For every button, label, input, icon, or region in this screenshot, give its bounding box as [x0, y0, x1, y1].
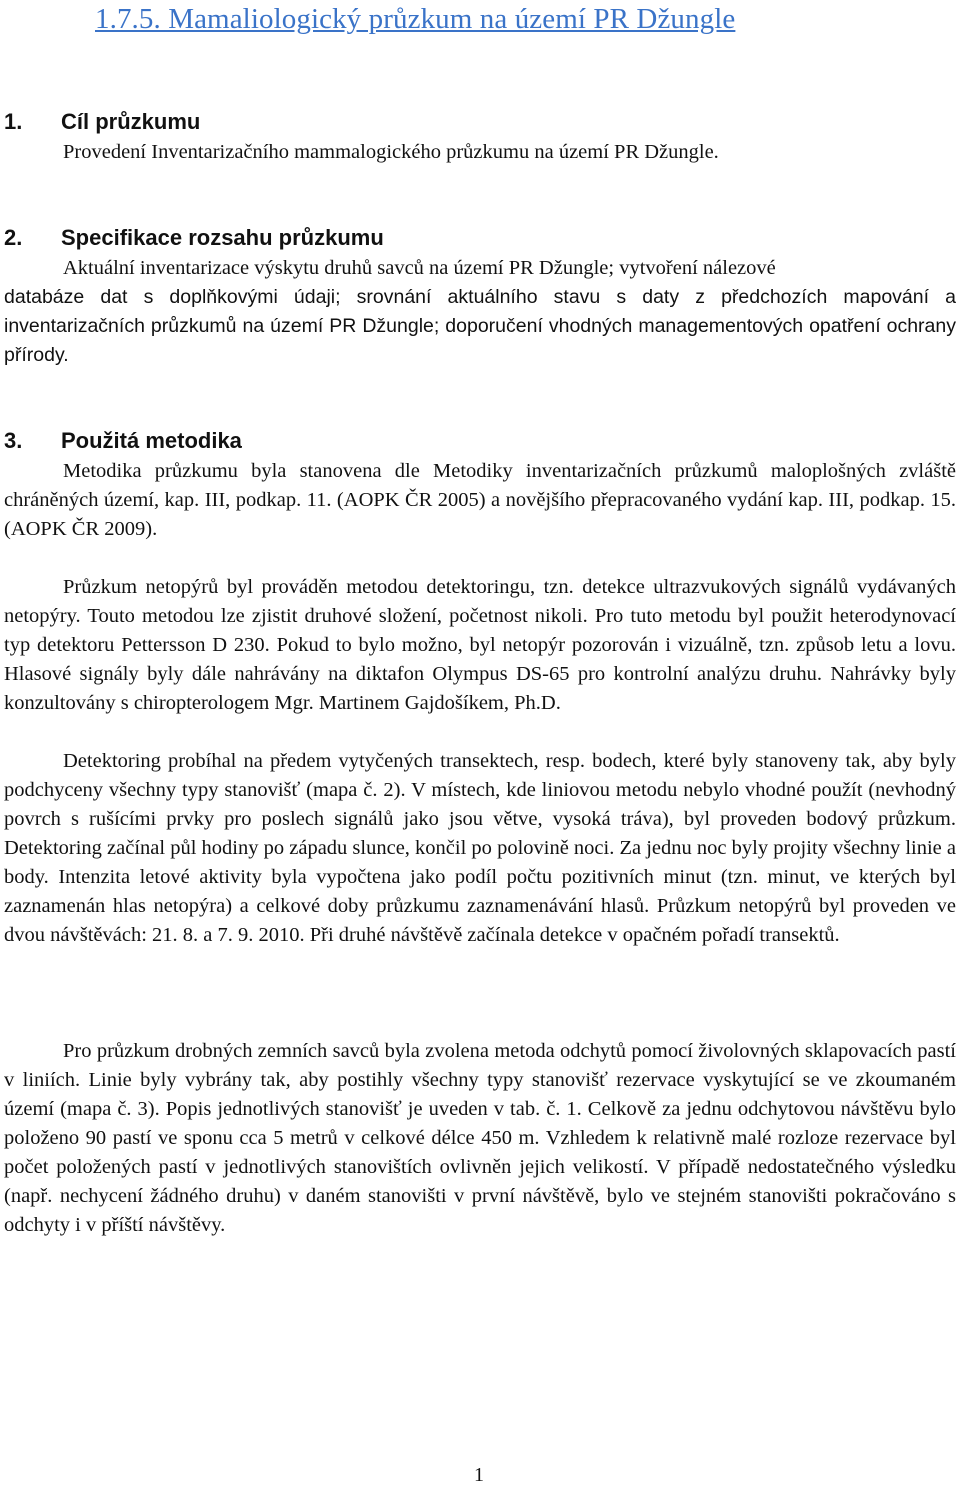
section-number: 1.: [4, 109, 23, 134]
section-title: Specifikace rozsahu průzkumu: [61, 225, 384, 250]
document-title: 1.7.5. Mamaliologický průzkum na území PR Džungle: [95, 3, 736, 35]
section-number: 3.: [4, 428, 23, 453]
bat-survey-paragraph: Průzkum netopýrů byl prováděn metodou detektoringu, tzn. detekce ultrazvukových signálů vydávaných netopýry. Touto metodou lze zjistit druhové složení, početnost nikoli. Pro tuto metodu byl použit heterodynovací typ detektoru Pettersson D 230. Pokud to bylo možno, byl netopýr pozorován i vizuálně, tzn. způsob letu a lovu. Hlasové signály byly dále nahrávány na diktafon Olympus DS-65 pro kontrolní analýzu druhu. Nahrávky byly konzultovány s chiropterologem Mgr. Martinem Gajdošíkem, Ph.D.: [4, 576, 956, 714]
page-number: 1: [474, 1464, 484, 1486]
section-title: Použitá metodika: [61, 428, 242, 453]
methodology-paragraph: Metodika průzkumu byla stanovena dle Metodiky inventarizačních průzkumů maloplošných zvláště chráněných území, kap. III, podkap. 11. (AOPK ČR 2005) a novějšího přepracovaného vydání kap. III, podkap. 15. (AOPK ČR 2009).: [4, 460, 956, 540]
small-mammals-paragraph: Pro průzkum drobných zemních savců byla zvolena metoda odchytů pomocí živolovných sklapovacích pastí v liniích. Linie byly vybrány tak, aby postihly všechny typy stanovišť rezervace vyskytující se ve zkoumaném území (mapa č. 3). Popis jednotlivých stanovišť je uveden v tab. č. 1. Celkově za jednu odchytovou návštěvu bylo položeno 90 pastí ve sponu cca 5 metrů v celkové délce 450 m. Vzhledem k relativně malé rozloze rezervace byl počet položených pastí v jednotlivých stanovištích ovlivněn jejich velikostí. V případě nedostatečného výsledku (např. nechycení žádného druhu) v daném stanovišti v první návštěvě, bylo ve stejném stanovišti pokračováno s odchyty i v příští návštěvy.: [4, 1040, 956, 1236]
detectoring-paragraph: Detektoring probíhal na předem vytyčených transektech, resp. bodech, které byly stanoveny tak, aby byly podchyceny všechny typy stanovišť (mapa č. 2). V místech, kde liniovou metodu nebylo vhodné použít (nevhodný povrch s rušícími prvky pro poslech signálů jako jsou větve, vysoká tráva), byl proveden bodový průzkum. Detektoring začínal půl hodiny po západu slunce, končil po polovině noci. Za jednu noc byly projity všechny linie a body. Intenzita letové aktivity byla vypočtena jako podíl počtu pozitivních minut (tzn. minut, ve kterých byl zaznamenán hlas netopýra) a celkové doby průzkumu zaznamenávání hlasů. Průzkum netopýrů byl proveden ve dvou návštěvách: 21. 8. a 7. 9. 2010. Při druhé návštěvě začínala detekce v opačném pořadí transektů.: [4, 750, 956, 946]
section-2-paragraph: databáze dat s doplňkovými údaji; srovnání aktuálního stavu s daty z předchozích mapování a inventarizačních průzkumů na území PR Džungle; doporučení vhodných managementových opatření ochrany přírody.: [4, 286, 956, 366]
section-2-paragraph-line: Aktuální inventarizace výskytu druhů savců na území PR Džungle; vytvoření nálezové: [63, 257, 776, 279]
section-2-heading: [4, 225, 384, 251]
section-number: 2.: [4, 225, 23, 250]
section-title: Cíl průzkumu: [61, 109, 201, 134]
section-3-heading: [4, 428, 242, 454]
section-1-paragraph: Provedení Inventarizačního mammalogického průzkumu na území PR Džungle.: [63, 141, 719, 163]
section-1-heading: [4, 109, 200, 135]
